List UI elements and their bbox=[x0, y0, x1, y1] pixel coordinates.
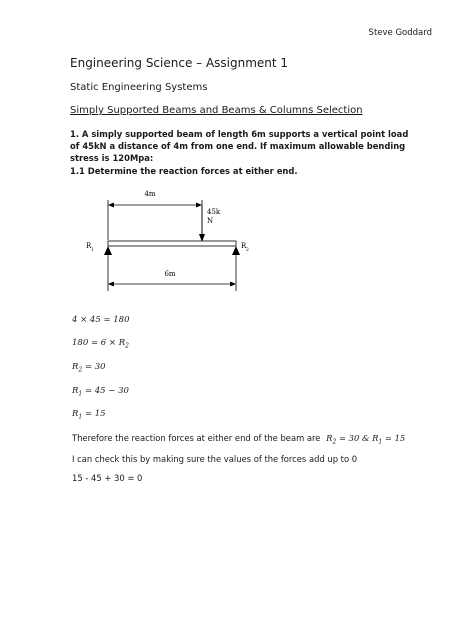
left-support-label: R bbox=[86, 242, 92, 250]
dim-top-label: 4m bbox=[144, 190, 156, 198]
dim-bottom-label: 6m bbox=[164, 270, 176, 278]
dim-top-right-arrowhead bbox=[196, 203, 202, 208]
right-support-sub: 2 bbox=[246, 248, 249, 253]
calc-line-1: 4 × 45 = 180 bbox=[72, 315, 130, 325]
right-support-label: R bbox=[241, 242, 247, 250]
load-label-2: N bbox=[207, 217, 214, 225]
check-text: I can check this by making sure the values of the forces add up to 0 bbox=[72, 454, 358, 464]
calc-line-3: $R_2 = 30$ bbox=[72, 362, 106, 374]
calc-line-2: $180 = 6 \times R_2$ bbox=[72, 338, 129, 350]
page-subtitle: Static Engineering Systems bbox=[70, 82, 208, 93]
conclusion-text: Therefore the reaction forces at either end of the beam are $R_2 = 30$ & $R_1 = 15$ bbox=[72, 433, 406, 446]
section-heading: Simply Supported Beams and Beams & Columns Selection bbox=[70, 105, 363, 116]
dim-bottom-left-arrowhead bbox=[108, 282, 114, 287]
dim-bottom-right-arrowhead bbox=[230, 282, 236, 287]
beam bbox=[108, 241, 236, 246]
conclusion-equation: $R_2 = 30$ & $R_1 = 15$ bbox=[326, 433, 406, 446]
question-text: 1. A simply supported beam of length 6m supports a vertical point load of 45kN a distance of 4m from one end. If maximum allowable bending stress is 120Mpa: bbox=[70, 129, 409, 163]
left-support-triangle bbox=[104, 246, 112, 255]
left-support-sub: 1 bbox=[91, 248, 94, 253]
beam-diagram bbox=[80, 185, 280, 300]
calc-line-4: $R_1 = 45 - 30$ bbox=[72, 386, 129, 398]
right-support-triangle bbox=[232, 246, 240, 255]
page-title: Engineering Science – Assignment 1 bbox=[70, 56, 289, 70]
subquestion-text: 1.1 Determine the reaction forces at either end. bbox=[70, 166, 298, 176]
check-equation: 15 - 45 + 30 = 0 bbox=[72, 473, 143, 483]
load-label-1: 45k bbox=[207, 208, 221, 216]
dim-top-left-arrowhead bbox=[108, 203, 114, 208]
author-name: Steve Goddard bbox=[368, 28, 432, 38]
calc-line-5: $R_1 = 15$ bbox=[72, 409, 106, 421]
